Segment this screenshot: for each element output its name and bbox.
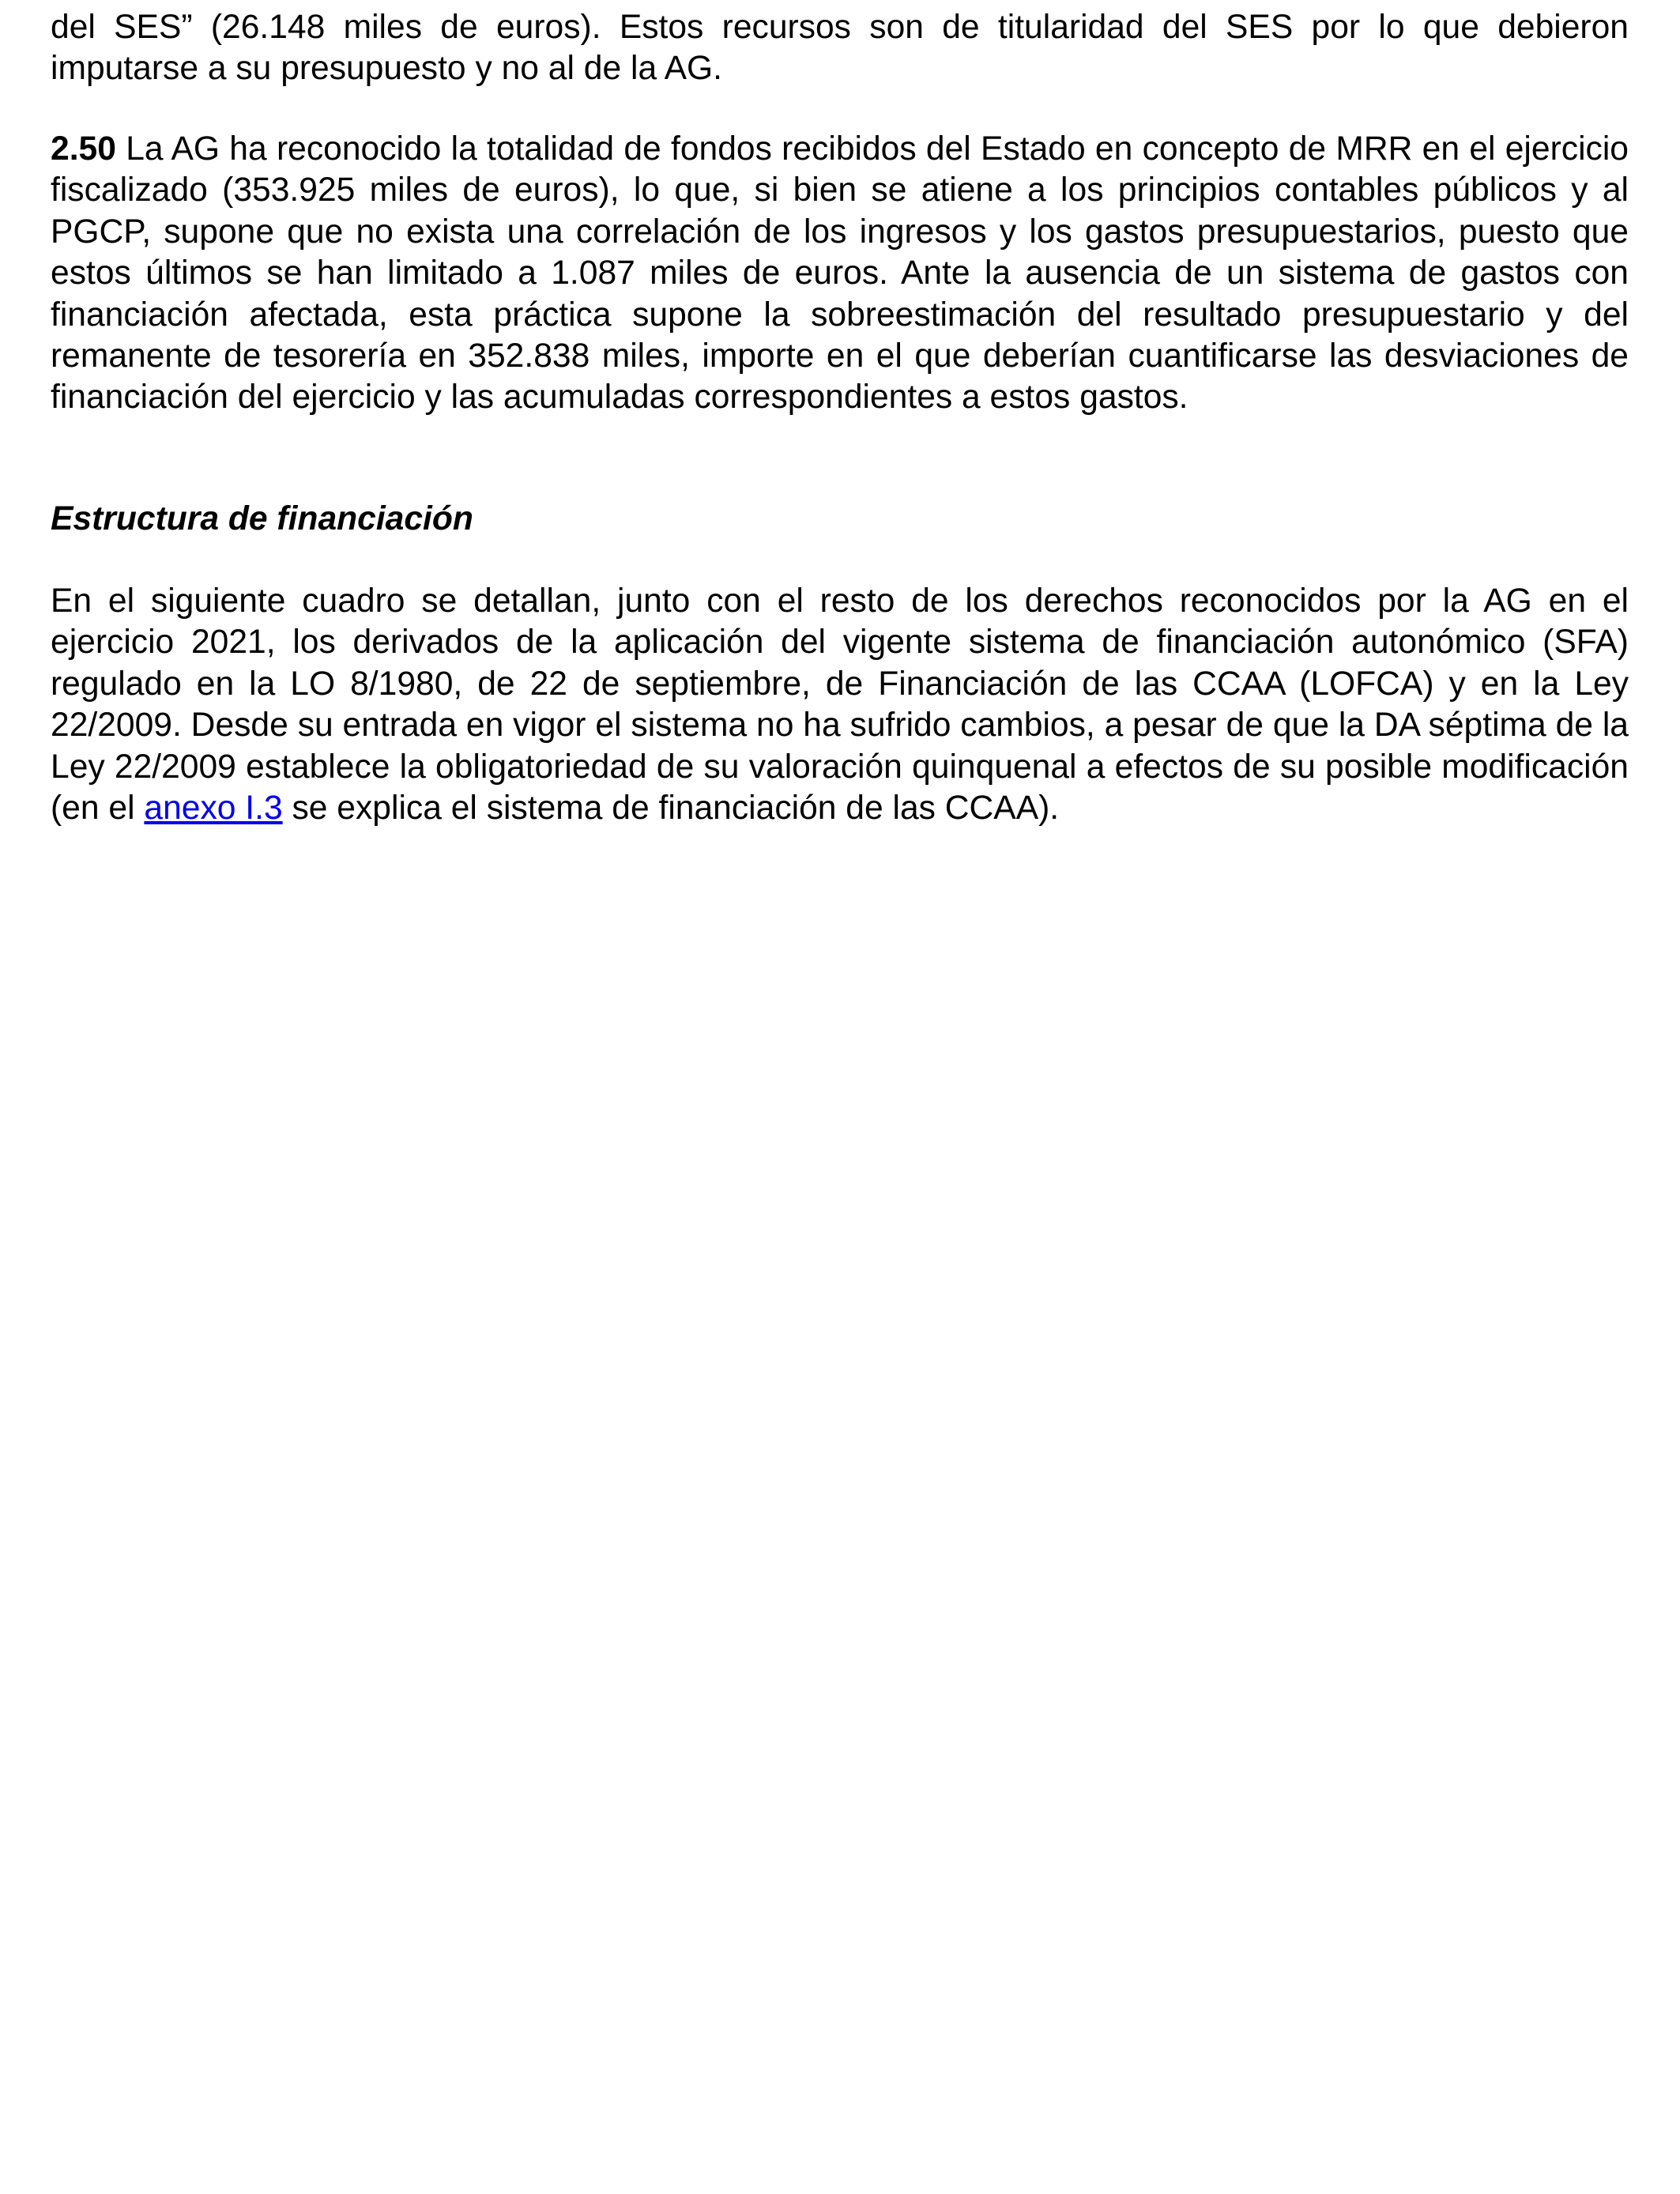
paragraph-number: 2.50 (51, 130, 116, 168)
paragraph-2-50 (51, 128, 1629, 418)
paragraph-intro-text: del SES” (26.148 miles de euros). Estos recursos son de titularidad del SES por lo que debieron imputarse a su presupuesto y no al de la AG. (51, 8, 1629, 88)
paragraph-intro (51, 6, 1629, 89)
paragraph-financing (51, 580, 1629, 828)
paragraph-financing-text-end: se explica el sistema de financiación de las CCAA). (292, 789, 1060, 827)
paragraph-2-50-text: La AG ha reconocido la totalidad de fondos recibidos del Estado en concepto de MRR en el ejercicio fiscalizado (353.925 miles de euros), lo que, si bien se atiene a los principios contables públicos y al PGCP, supone que no exista una correlación de los ingresos y los gastos presupuestarios, puesto que estos últimos se han limitado a 1.087 miles de euros. Ante la ausencia de un sistema de gastos con financiación afectada, esta práctica supone la sobreestimación del resultado presupuestario y del remanente de tesorería en 352.838 miles, importe en el que deberían cuantificarse las desviaciones de financiación del ejercicio y las acumuladas correspondientes a estos gastos. (51, 130, 1629, 417)
paragraph-financing-text: En el siguiente cuadro se detallan, junto con el resto de los derechos reconocidos por la AG en el ejercicio 2021, los derivados de la aplicación del vigente sistema de financiación autonómico (SFA) regulado en la LO 8/1980, de 22 de septiembre, de Financiación de las CCAA (LOFCA) y en la Ley 22/2009. Desde su entrada en vigor el sistema no ha sufrido cambios, a pesar de que la DA séptima de la Ley 22/2009 establece la obligatoriedad de su valoración quinquenal a efectos de su posible modificación (en el (51, 582, 1629, 827)
annex-link[interactable]: anexo I.3 (144, 789, 283, 827)
section-heading: Estructura de financiación (51, 499, 473, 537)
